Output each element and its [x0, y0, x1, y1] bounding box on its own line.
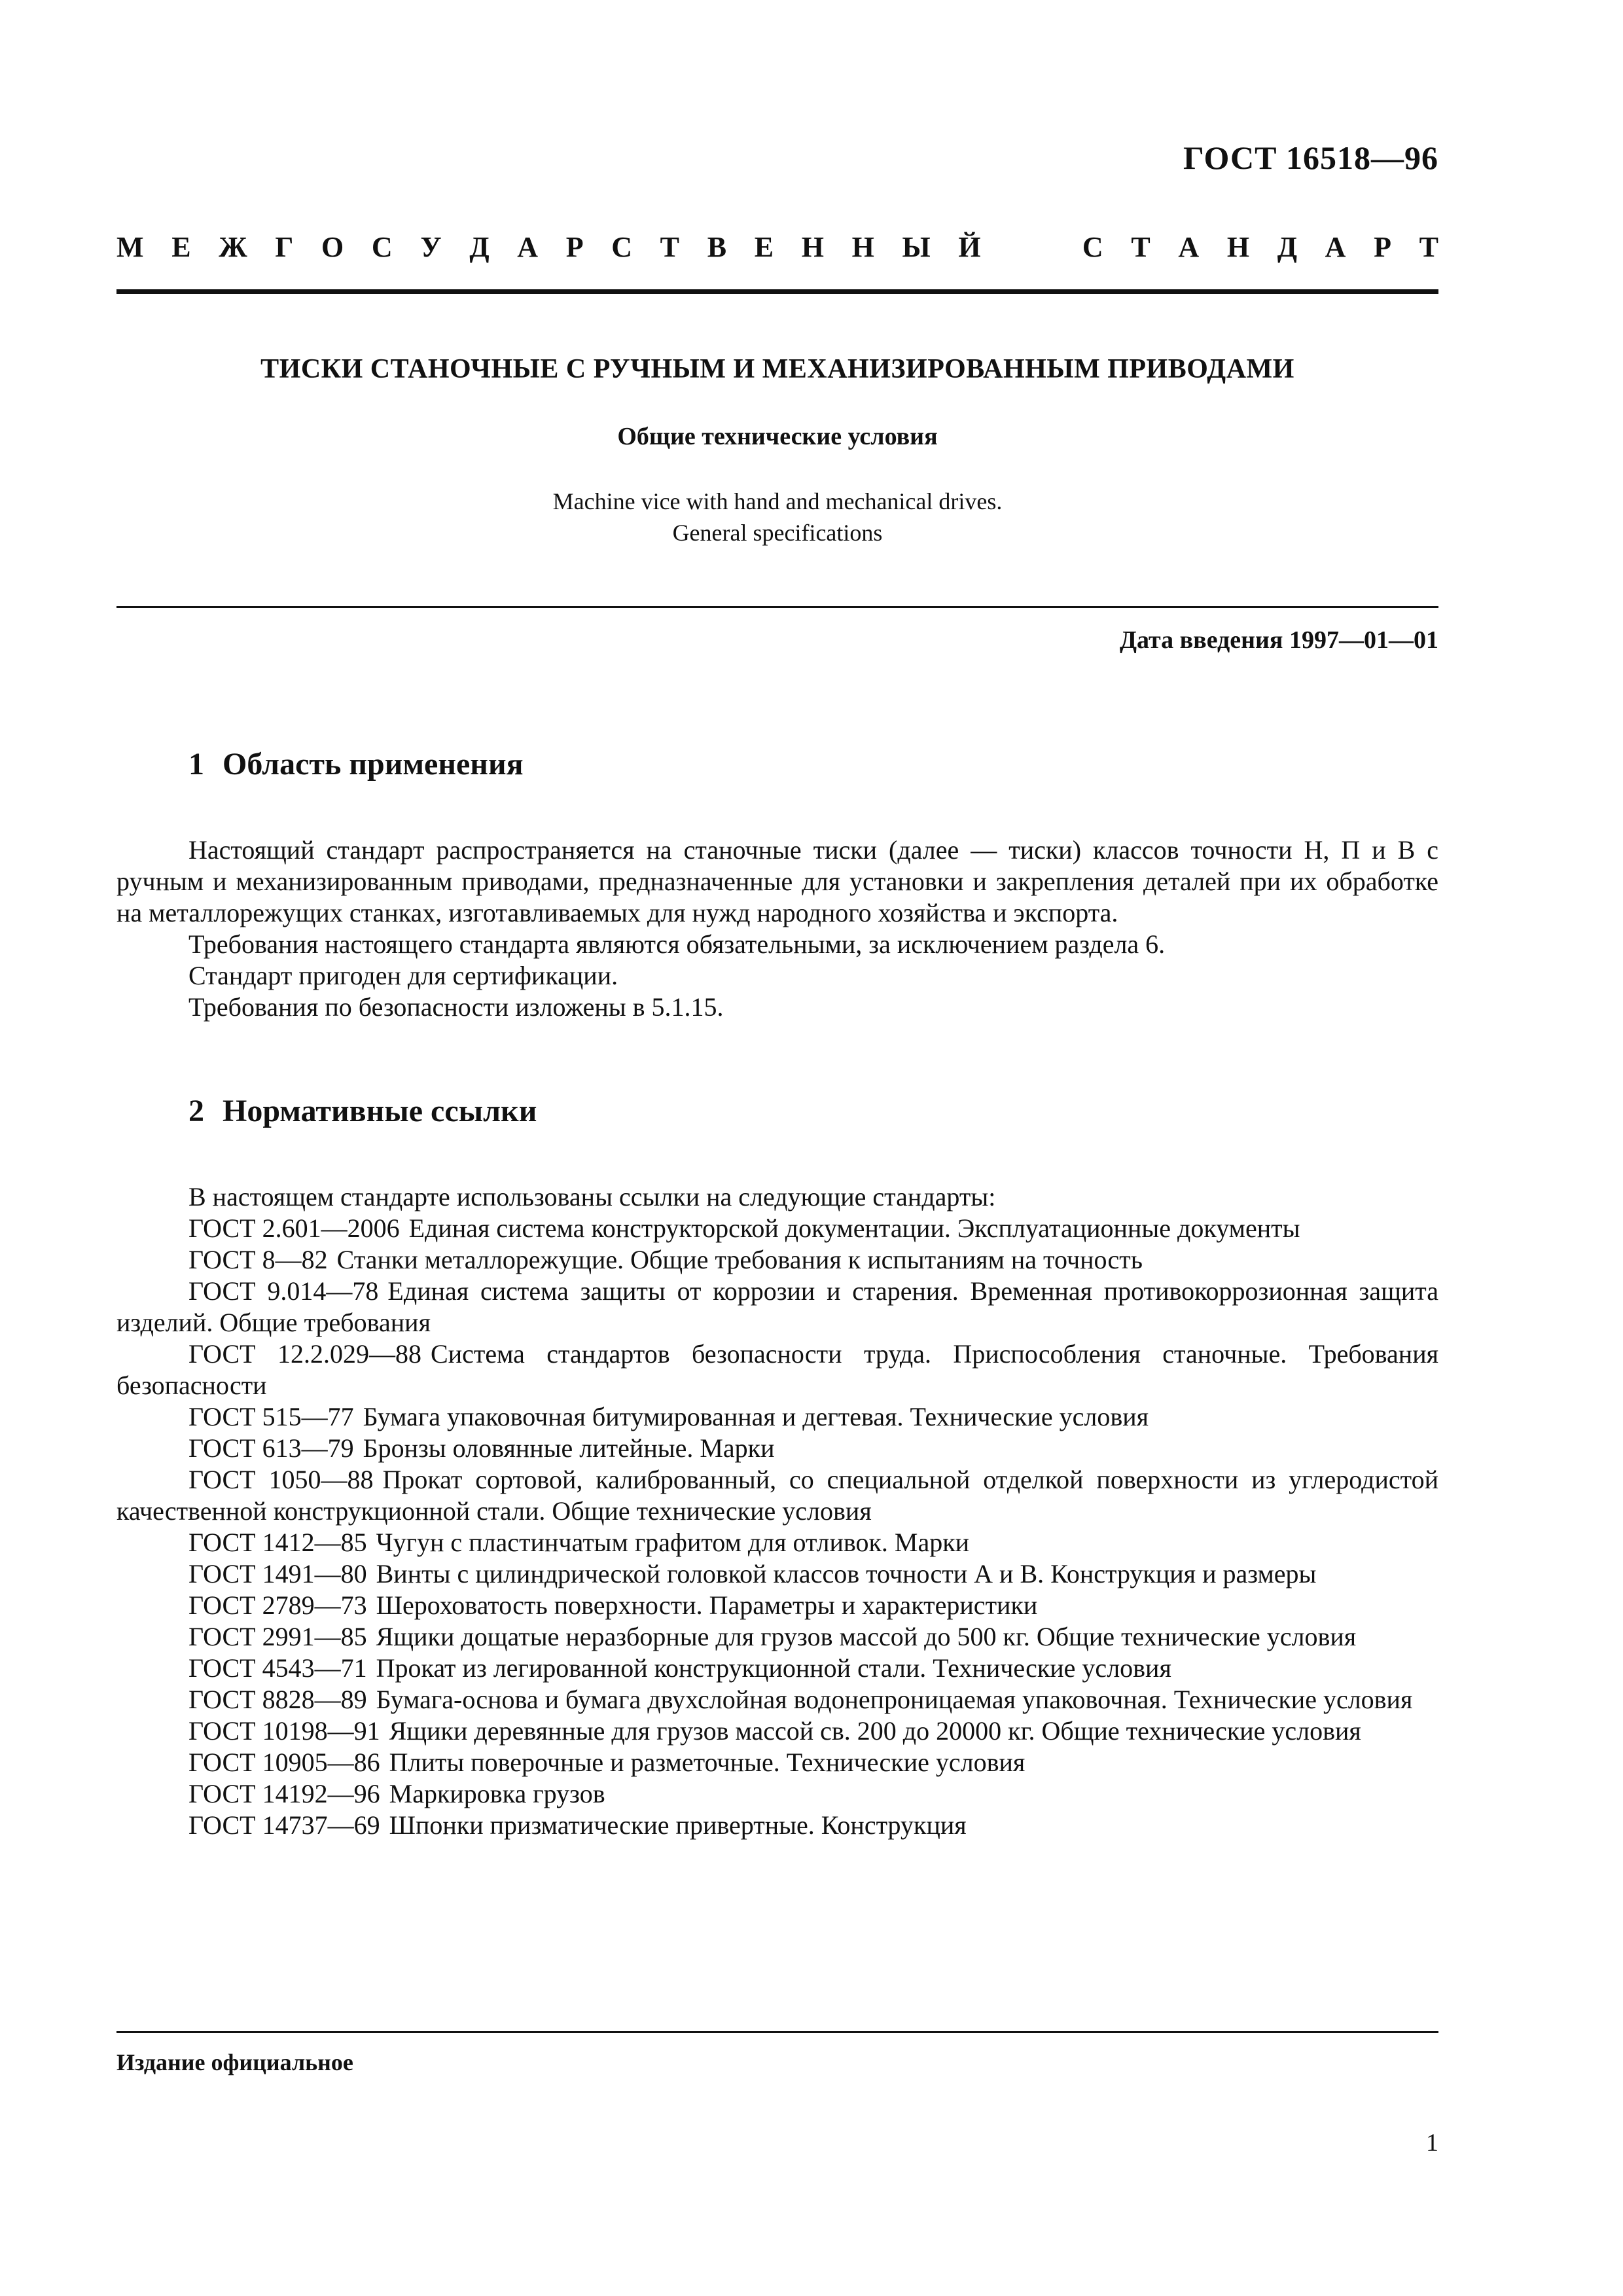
heading-letter: Е — [171, 231, 191, 263]
reference-item — [116, 1747, 1438, 1778]
section-2-heading — [188, 1093, 537, 1129]
section-2-body — [116, 1181, 1438, 1841]
reference-item — [116, 1778, 1438, 1810]
heading-letter: С — [371, 231, 393, 263]
reference-title: Маркировка грузов — [389, 1779, 605, 1808]
paragraph: Настоящий стандарт распространяется на станочные тиски (далее — тиски) классов точности Н, П и В с ручным и механизированным приводами, предназначенные для установки и закрепления деталей при их обработке на металлорежущих станках, изготавливаемых для нужд народного хозяйства и экспорта. — [116, 835, 1438, 927]
reference-title: Ящики дощатые неразборные для грузов массой до 500 кг. Общие технические условия — [376, 1622, 1357, 1651]
section-2-title: Нормативные ссылки — [223, 1094, 537, 1128]
reference-code: ГОСТ 8828—89 — [188, 1685, 367, 1714]
heading-letter: Д — [1277, 231, 1297, 263]
heading-letter: Г — [275, 231, 294, 263]
heading-letter: Р — [1374, 231, 1391, 263]
reference-title: Бронзы оловянные литейные. Марки — [363, 1433, 775, 1463]
reference-code: ГОСТ 1491—80 — [188, 1559, 367, 1588]
reference-code: ГОСТ 2789—73 — [188, 1590, 367, 1620]
paragraph: Требования по безопасности изложены в 5.1.15. — [188, 992, 724, 1022]
reference-item — [116, 1621, 1438, 1653]
section-1-heading — [188, 746, 524, 782]
reference-item — [116, 1244, 1438, 1276]
reference-item — [116, 1810, 1438, 1841]
heading-letter: У — [420, 231, 442, 263]
edition-label: Издание официальное — [116, 2049, 353, 2075]
heading-letter: Н — [801, 231, 824, 263]
introduction-date: Дата введения 1997—01—01 — [1119, 626, 1438, 654]
english-title-line-1: Machine vice with hand and mechanical drives. — [552, 488, 1003, 514]
reference-title: Прокат сортовой, калиброванный, со специальной отделкой поверхности из углеродистой качественной конструкционной стали. Общие технические условия — [116, 1465, 1438, 1526]
heading-letter: Ы — [902, 231, 931, 263]
reference-code: ГОСТ 10905—86 — [188, 1748, 380, 1777]
reference-item — [116, 1464, 1438, 1527]
heading-letter: Н — [1226, 231, 1250, 263]
reference-code: ГОСТ 14737—69 — [188, 1810, 380, 1840]
reference-item — [116, 1684, 1438, 1715]
reference-list — [116, 1213, 1438, 1841]
document-subtitle: Общие технические условия — [617, 423, 938, 450]
reference-code: ГОСТ 613—79 — [188, 1433, 354, 1463]
heading-letter: Р — [565, 231, 584, 263]
reference-title: Бумага упаковочная битумированная и дегтевая. Технические условия — [363, 1402, 1149, 1431]
reference-title: Единая система защиты от коррозии и старения. Временная противокоррозионная защита изделий. Общие требования — [116, 1276, 1438, 1337]
heading-letter: Н — [851, 231, 874, 263]
reference-code: ГОСТ 2.601—2006 — [188, 1213, 400, 1243]
heading-letter: М — [116, 231, 144, 263]
english-title-line-2: General specifications — [672, 520, 883, 546]
heading-letter: Ж — [219, 231, 247, 263]
reference-code: ГОСТ 2991—85 — [188, 1622, 367, 1651]
heading-letter: А — [1178, 231, 1200, 263]
section-1-number: 1 — [188, 747, 204, 781]
english-title — [116, 486, 1438, 548]
reference-title: Станки металлорежущие. Общие требования к испытаниям на точность — [336, 1245, 1143, 1274]
heading-letter: Д — [469, 231, 490, 263]
paragraph: Стандарт пригоден для сертификации. — [188, 961, 618, 990]
header-divider — [116, 289, 1438, 294]
reference-item — [116, 1527, 1438, 1558]
reference-title: Шпонки призматические привертные. Конструкция — [389, 1810, 967, 1840]
reference-code: ГОСТ 1412—85 — [188, 1528, 367, 1557]
heading-letter: Т — [660, 231, 680, 263]
reference-item — [116, 1590, 1438, 1621]
reference-code: ГОСТ 8—82 — [188, 1245, 328, 1274]
reference-item — [116, 1433, 1438, 1464]
heading-letter: Т — [1131, 231, 1150, 263]
page-number: 1 — [1426, 2129, 1438, 2157]
footer-divider — [116, 2031, 1438, 2033]
reference-code: ГОСТ 14192—96 — [188, 1779, 380, 1808]
heading-letter: О — [321, 231, 344, 263]
heading-letter: В — [707, 231, 727, 263]
reference-code: ГОСТ 12.2.029—88 — [188, 1339, 422, 1369]
heading-letter: Й — [958, 231, 981, 263]
reference-title: Чугун с пластинчатым графитом для отливок. Марки — [376, 1528, 970, 1557]
reference-title: Прокат из легированной конструкционной стали. Технические условия — [376, 1653, 1171, 1683]
heading-letter: А — [517, 231, 539, 263]
reference-item — [116, 1653, 1438, 1684]
section-1-body — [116, 834, 1438, 1023]
reference-item — [116, 1276, 1438, 1338]
standard-type-heading — [116, 230, 1438, 264]
paragraph: Требования настоящего стандарта являются обязательными, за исключением раздела 6. — [188, 929, 1166, 959]
reference-code: ГОСТ 9.014—78 — [188, 1276, 379, 1306]
reference-title: Шероховатость поверхности. Параметры и характеристики — [376, 1590, 1038, 1620]
reference-title: Единая система конструкторской документации. Эксплуатационные документы — [408, 1213, 1300, 1243]
heading-word-gap — [1008, 230, 1054, 264]
heading-letter: А — [1325, 231, 1346, 263]
reference-title: Плиты поверочные и разметочные. Технические условия — [389, 1748, 1026, 1777]
heading-letter: С — [611, 231, 633, 263]
title-divider — [116, 606, 1438, 608]
document-title: ТИСКИ СТАНОЧНЫЕ С РУЧНЫМ И МЕХАНИЗИРОВАННЫМ ПРИВОДАМИ — [260, 354, 1294, 384]
document-number: ГОСТ 16518—96 — [1183, 139, 1438, 176]
reference-title: Бумага-основа и бумага двухслойная водонепроницаемая упаковочная. Технические условия — [376, 1685, 1413, 1714]
reference-title: Винты с цилиндрической головкой классов точности А и В. Конструкция и размеры — [376, 1559, 1317, 1588]
reference-title: Система стандартов безопасности труда. Приспособления станочные. Требования безопасности — [116, 1339, 1438, 1400]
section-2-number: 2 — [188, 1094, 204, 1128]
reference-item — [116, 1401, 1438, 1433]
section-1-title: Область применения — [223, 747, 524, 781]
references-intro: В настоящем стандарте использованы ссылки на следующие стандарты: — [188, 1182, 996, 1211]
reference-code: ГОСТ 4543—71 — [188, 1653, 367, 1683]
reference-item — [116, 1213, 1438, 1244]
reference-code: ГОСТ 1050—88 — [188, 1465, 374, 1494]
reference-code: ГОСТ 515—77 — [188, 1402, 354, 1431]
heading-letter: С — [1082, 231, 1103, 263]
reference-code: ГОСТ 10198—91 — [188, 1716, 380, 1746]
reference-title: Ящики деревянные для грузов массой св. 200 до 20000 кг. Общие технические условия — [389, 1716, 1361, 1746]
heading-letter: Е — [754, 231, 774, 263]
reference-item — [116, 1338, 1438, 1401]
heading-letter: Т — [1419, 231, 1438, 263]
reference-item — [116, 1558, 1438, 1590]
reference-item — [116, 1715, 1438, 1747]
